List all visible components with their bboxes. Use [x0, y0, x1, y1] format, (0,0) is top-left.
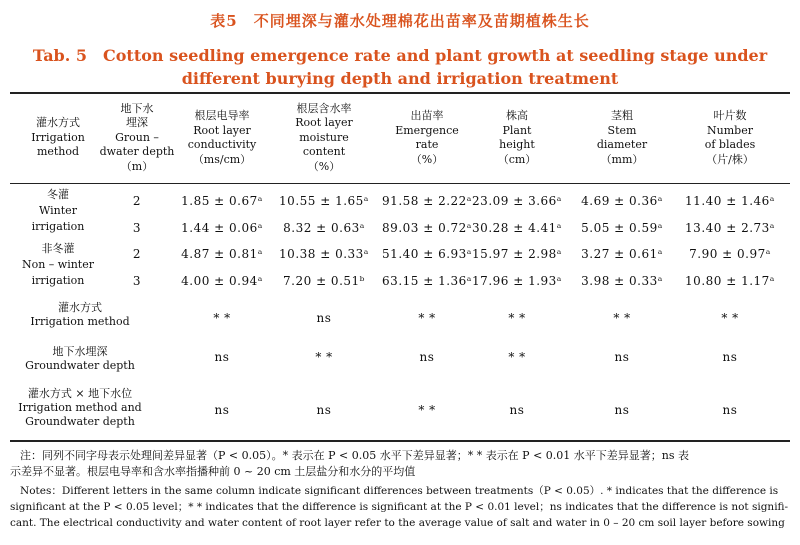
- header-col6-line2: diameter: [596, 138, 648, 151]
- table-title-cn: 表5 不同埋深与灌水处理棉花出苗率及苗期植株生长: [210, 12, 590, 30]
- effect0-col4: * *: [418, 311, 436, 325]
- effect1-col2: ns: [214, 350, 230, 364]
- effect0-col3: ns: [316, 311, 332, 325]
- row0-col3: 10.55 ± 1.65ᵃ: [279, 194, 369, 208]
- note-en-line3: cant. The electrical conductivity and water content of root layer refer to the average value of salt and water in 0 – 20 cm soil layer before sowing: [10, 517, 785, 529]
- header-col1-line3: dwater depth: [99, 145, 175, 159]
- effect0-label-line0: 灌水方式: [58, 301, 102, 314]
- header-col4-line1: Emergence: [395, 123, 459, 137]
- row2-col7: 7.90 ± 0.97ᵃ: [689, 247, 771, 261]
- row3-depth: 3: [132, 274, 142, 288]
- row1-col5: 30.28 ± 4.41ᵃ: [472, 221, 562, 235]
- row0-col2: 1.85 ± 0.67ᵃ: [181, 194, 263, 208]
- row2-col4: 51.40 ± 6.93ᵃ: [382, 247, 472, 261]
- row2-col6: 3.27 ± 0.61ᵃ: [581, 247, 663, 261]
- header-col5-line1: Plant: [502, 123, 532, 137]
- group0-label-line1: Winter: [39, 204, 77, 217]
- bottom-rule: [10, 440, 790, 442]
- group0-label-line2: irrigation: [31, 220, 85, 233]
- header-col3-line4: （%）: [307, 159, 341, 173]
- effect2-col3: ns: [316, 403, 332, 417]
- header-col4-line2: rate: [415, 138, 439, 151]
- header-col7-line0: 叶片数: [713, 109, 747, 122]
- row2-depth: 2: [132, 247, 142, 261]
- group1-label-line0: 非冬灌: [41, 242, 75, 255]
- header-col3-line2: moisture: [299, 130, 349, 144]
- header-col4-line0: 出苗率: [410, 109, 444, 122]
- header-col1-line4: （m）: [120, 159, 154, 173]
- row0-col6: 4.69 ± 0.36ᵃ: [581, 194, 663, 208]
- header-col1-line1: 埋深: [126, 116, 148, 130]
- note-en-line1: Notes：Different letters in the same column indicate significant differences between treatments（P < 0.05）. * indicates that the difference is: [20, 485, 779, 497]
- header-col3-line3: content: [302, 145, 346, 159]
- effect0-col5: * *: [508, 311, 526, 325]
- effect2-col7: ns: [722, 403, 738, 417]
- row0-depth: 2: [132, 194, 142, 208]
- effect0-col2: * *: [213, 311, 231, 325]
- effect0-label-line1: Irrigation method: [30, 315, 130, 328]
- header-col1-line2: Groun –: [115, 130, 159, 144]
- row3-col5: 17.96 ± 1.93ᵃ: [472, 274, 562, 288]
- header-col0-line0: 灌水方式: [36, 116, 80, 130]
- row1-col3: 8.32 ± 0.63ᵃ: [283, 221, 365, 235]
- row3-col2: 4.00 ± 0.94ᵃ: [181, 274, 263, 288]
- row0-col5: 23.09 ± 3.66ᵃ: [472, 194, 562, 208]
- effect1-col5: * *: [508, 350, 526, 364]
- effect2-col4: * *: [418, 403, 436, 417]
- header-rule: [10, 183, 790, 184]
- effect2-label-line0: 灌水方式 × 地下水位: [27, 387, 133, 400]
- row2-col5: 15.97 ± 2.98ᵃ: [472, 247, 562, 261]
- header-col5-line0: 株高: [506, 109, 528, 122]
- effect0-col6: * *: [613, 311, 631, 325]
- row1-col4: 89.03 ± 0.72ᵃ: [382, 221, 472, 235]
- note-cn-line1: 注：同列不同字母表示处理间差异显著（P < 0.05）。* 表示在 P < 0.05 水平下差异显著；* * 表示在 P < 0.01 水平下差异显著；ns 表: [20, 449, 690, 462]
- header-col3-line0: 根层含水率: [296, 101, 352, 115]
- header-col4-line3: （%）: [410, 152, 444, 166]
- header-col2-line1: Root layer: [193, 123, 251, 137]
- header-col1-line0: 地下水: [120, 101, 154, 115]
- table-title-en-line1: Tab. 5 Cotton seedling emergence rate and plant growth at seedling stage under: [32, 46, 768, 65]
- row2-col3: 10.38 ± 0.33ᵃ: [279, 247, 369, 261]
- group1-label-line2: irrigation: [31, 274, 85, 287]
- row3-col7: 10.80 ± 1.17ᵃ: [685, 274, 775, 288]
- row0-col7: 11.40 ± 1.46ᵃ: [685, 194, 775, 208]
- effect2-col2: ns: [214, 403, 230, 417]
- row3-col4: 63.15 ± 1.36ᵃ: [382, 274, 472, 288]
- note-en-line2: significant at the P < 0.05 level；* * indicates that the difference is significant at the P < 0.01 level；ns indicates that the difference is not signifi-: [10, 501, 789, 513]
- effect1-col4: ns: [419, 350, 435, 364]
- effect1-label-line0: 地下水埋深: [52, 345, 108, 358]
- row3-col3: 7.20 ± 0.51ᵇ: [283, 274, 365, 288]
- note-cn-line2: 示差异不显著。根层电导率和含水率指播种前 0 ~ 20 cm 土层盐分和水分的平均值: [10, 465, 416, 478]
- header-col0-line1: Irrigation: [31, 130, 85, 144]
- group1-label-line1: Non – winter: [21, 258, 95, 271]
- row1-col6: 5.05 ± 0.59ᵃ: [581, 221, 663, 235]
- effect1-col6: ns: [614, 350, 630, 364]
- header-col7-line1: Number: [707, 123, 753, 137]
- row3-col6: 3.98 ± 0.33ᵃ: [581, 274, 663, 288]
- effect0-col7: * *: [721, 311, 739, 325]
- header-col2-line0: 根层电导率: [194, 109, 250, 122]
- effect1-col3: * *: [315, 350, 333, 364]
- header-col7-line3: （片/株）: [706, 152, 754, 166]
- row0-col4: 91.58 ± 2.22ᵃ: [382, 194, 472, 208]
- header-col6-line0: 茎粗: [611, 109, 633, 122]
- row1-depth: 3: [132, 221, 142, 235]
- effect1-label-line1: Groundwater depth: [25, 359, 135, 372]
- header-col2-line3: （ms/cm）: [192, 152, 252, 166]
- table-title-en-line2: different burying depth and irrigation treatment: [181, 69, 619, 88]
- header-col6-line3: （mm）: [600, 152, 644, 166]
- header-col2-line2: conductivity: [187, 138, 257, 151]
- effect2-label-line1: Irrigation method and: [18, 401, 142, 414]
- effect2-label-line2: Groundwater depth: [25, 415, 135, 428]
- effect2-col6: ns: [614, 403, 630, 417]
- effect2-col5: ns: [509, 403, 525, 417]
- header-col7-line2: of blades: [704, 138, 756, 151]
- header-col5-line3: （cm）: [497, 152, 537, 166]
- header-col3-line1: Root layer: [295, 116, 353, 130]
- row1-col7: 13.40 ± 2.73ᵃ: [685, 221, 775, 235]
- effect1-col7: ns: [722, 350, 738, 364]
- row1-col2: 1.44 ± 0.06ᵃ: [181, 221, 263, 235]
- header-col6-line1: Stem: [607, 123, 637, 137]
- header-col5-line2: height: [499, 138, 535, 151]
- header-col0-line2: method: [36, 145, 80, 159]
- group0-label-line0: 冬灌: [47, 188, 69, 201]
- row2-col2: 4.87 ± 0.81ᵃ: [181, 247, 263, 261]
- top-rule: [10, 92, 790, 94]
